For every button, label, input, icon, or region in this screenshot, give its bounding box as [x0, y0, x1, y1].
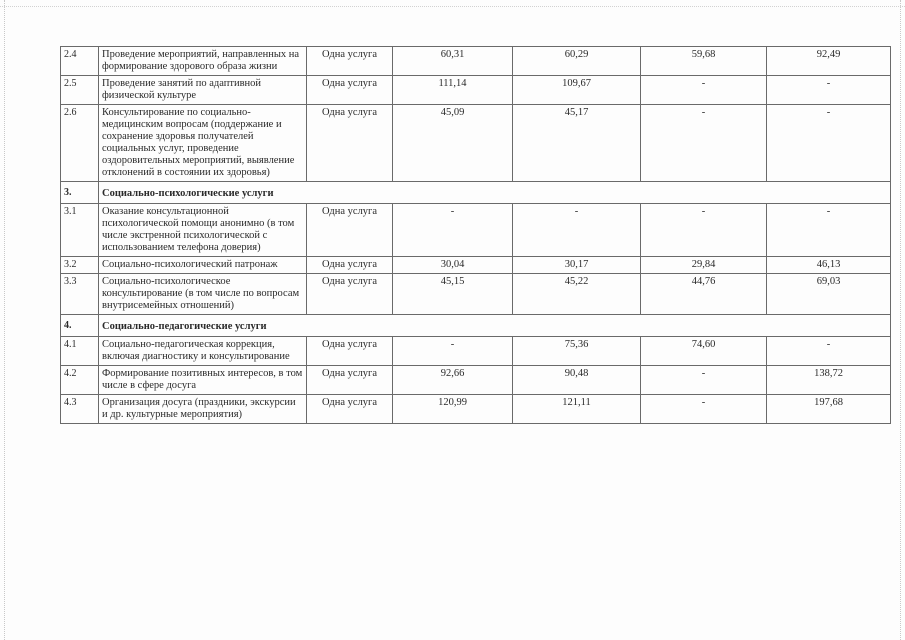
- value-cell-1: 30,04: [393, 257, 513, 274]
- scan-edge-top: [0, 6, 905, 7]
- value-cell-1: 92,66: [393, 366, 513, 395]
- value-cell-3: 59,68: [641, 47, 767, 76]
- row-number: 2.6: [61, 105, 99, 182]
- table-row: [61, 257, 891, 274]
- value-cell-2: 45,17: [513, 105, 641, 182]
- row-number: 3.3: [61, 274, 99, 315]
- row-number: 3.2: [61, 257, 99, 274]
- row-number: 4.3: [61, 395, 99, 424]
- value-cell-4: 69,03: [767, 274, 891, 315]
- value-cell-2: 75,36: [513, 337, 641, 366]
- section-number: 4.: [61, 315, 99, 337]
- value-cell-4: -: [767, 204, 891, 257]
- row-number: 2.5: [61, 76, 99, 105]
- service-name: Социально-психологический патронаж: [99, 257, 307, 274]
- unit-cell: Одна услуга: [307, 47, 393, 76]
- value-cell-4: -: [767, 76, 891, 105]
- section-row: [61, 182, 891, 204]
- unit-cell: Одна услуга: [307, 204, 393, 257]
- scan-edge-right: [900, 0, 901, 640]
- row-number: 2.4: [61, 47, 99, 76]
- unit-cell: Одна услуга: [307, 257, 393, 274]
- value-cell-3: 44,76: [641, 274, 767, 315]
- section-title: Социально-педагогические услуги: [99, 315, 891, 337]
- table-row: [61, 395, 891, 424]
- table-row: [61, 366, 891, 395]
- row-number: 4.2: [61, 366, 99, 395]
- value-cell-1: 111,14: [393, 76, 513, 105]
- value-cell-1: 45,15: [393, 274, 513, 315]
- value-cell-3: -: [641, 76, 767, 105]
- value-cell-3: -: [641, 105, 767, 182]
- value-cell-2: 121,11: [513, 395, 641, 424]
- service-name: Консультирование по социально-медицинским вопросам (поддержание и сохранение здоровья получателей социальных услуг, проведение оздоровительных мероприятий, выявление отклонений в состоянии их здоровья): [99, 105, 307, 182]
- unit-cell: Одна услуга: [307, 274, 393, 315]
- value-cell-3: 29,84: [641, 257, 767, 274]
- row-number: 3.1: [61, 204, 99, 257]
- value-cell-4: 46,13: [767, 257, 891, 274]
- unit-cell: Одна услуга: [307, 366, 393, 395]
- value-cell-3: 74,60: [641, 337, 767, 366]
- value-cell-2: 109,67: [513, 76, 641, 105]
- service-name: Социально-педагогическая коррекция, включая диагностику и консультирование: [99, 337, 307, 366]
- unit-cell: Одна услуга: [307, 76, 393, 105]
- service-name: Организация досуга (праздники, экскурсии и др. культурные мероприятия): [99, 395, 307, 424]
- service-name: Социально-психологическое консультирование (в том числе по вопросам внутрисемейных отношений): [99, 274, 307, 315]
- value-cell-2: 45,22: [513, 274, 641, 315]
- section-row: [61, 315, 891, 337]
- service-name: Проведение занятий по адаптивной физической культуре: [99, 76, 307, 105]
- value-cell-2: 60,29: [513, 47, 641, 76]
- table-row: [61, 47, 891, 76]
- value-cell-3: -: [641, 366, 767, 395]
- value-cell-2: 30,17: [513, 257, 641, 274]
- unit-cell: Одна услуга: [307, 105, 393, 182]
- service-name: Оказание консультационной психологической помощи анонимно (в том числе экстренной психологической с использованием телефона доверия): [99, 204, 307, 257]
- value-cell-1: 60,31: [393, 47, 513, 76]
- unit-cell: Одна услуга: [307, 337, 393, 366]
- value-cell-3: -: [641, 395, 767, 424]
- value-cell-4: 92,49: [767, 47, 891, 76]
- section-title: Социально-психологические услуги: [99, 182, 891, 204]
- unit-cell: Одна услуга: [307, 395, 393, 424]
- value-cell-2: -: [513, 204, 641, 257]
- table-row: [61, 76, 891, 105]
- value-cell-3: -: [641, 204, 767, 257]
- value-cell-2: 90,48: [513, 366, 641, 395]
- table-row: [61, 105, 891, 182]
- value-cell-4: 138,72: [767, 366, 891, 395]
- value-cell-4: -: [767, 337, 891, 366]
- row-number: 4.1: [61, 337, 99, 366]
- service-name: Проведение мероприятий, направленных на формирование здорового образа жизни: [99, 47, 307, 76]
- service-name: Формирование позитивных интересов, в том числе в сфере досуга: [99, 366, 307, 395]
- value-cell-4: -: [767, 105, 891, 182]
- tariff-table: [60, 46, 891, 424]
- value-cell-1: 120,99: [393, 395, 513, 424]
- section-number: 3.: [61, 182, 99, 204]
- table-row: [61, 274, 891, 315]
- table-row: [61, 204, 891, 257]
- value-cell-1: -: [393, 204, 513, 257]
- scan-edge-left: [4, 0, 5, 640]
- table-body: [61, 47, 891, 424]
- value-cell-4: 197,68: [767, 395, 891, 424]
- value-cell-1: 45,09: [393, 105, 513, 182]
- value-cell-1: -: [393, 337, 513, 366]
- table-row: [61, 337, 891, 366]
